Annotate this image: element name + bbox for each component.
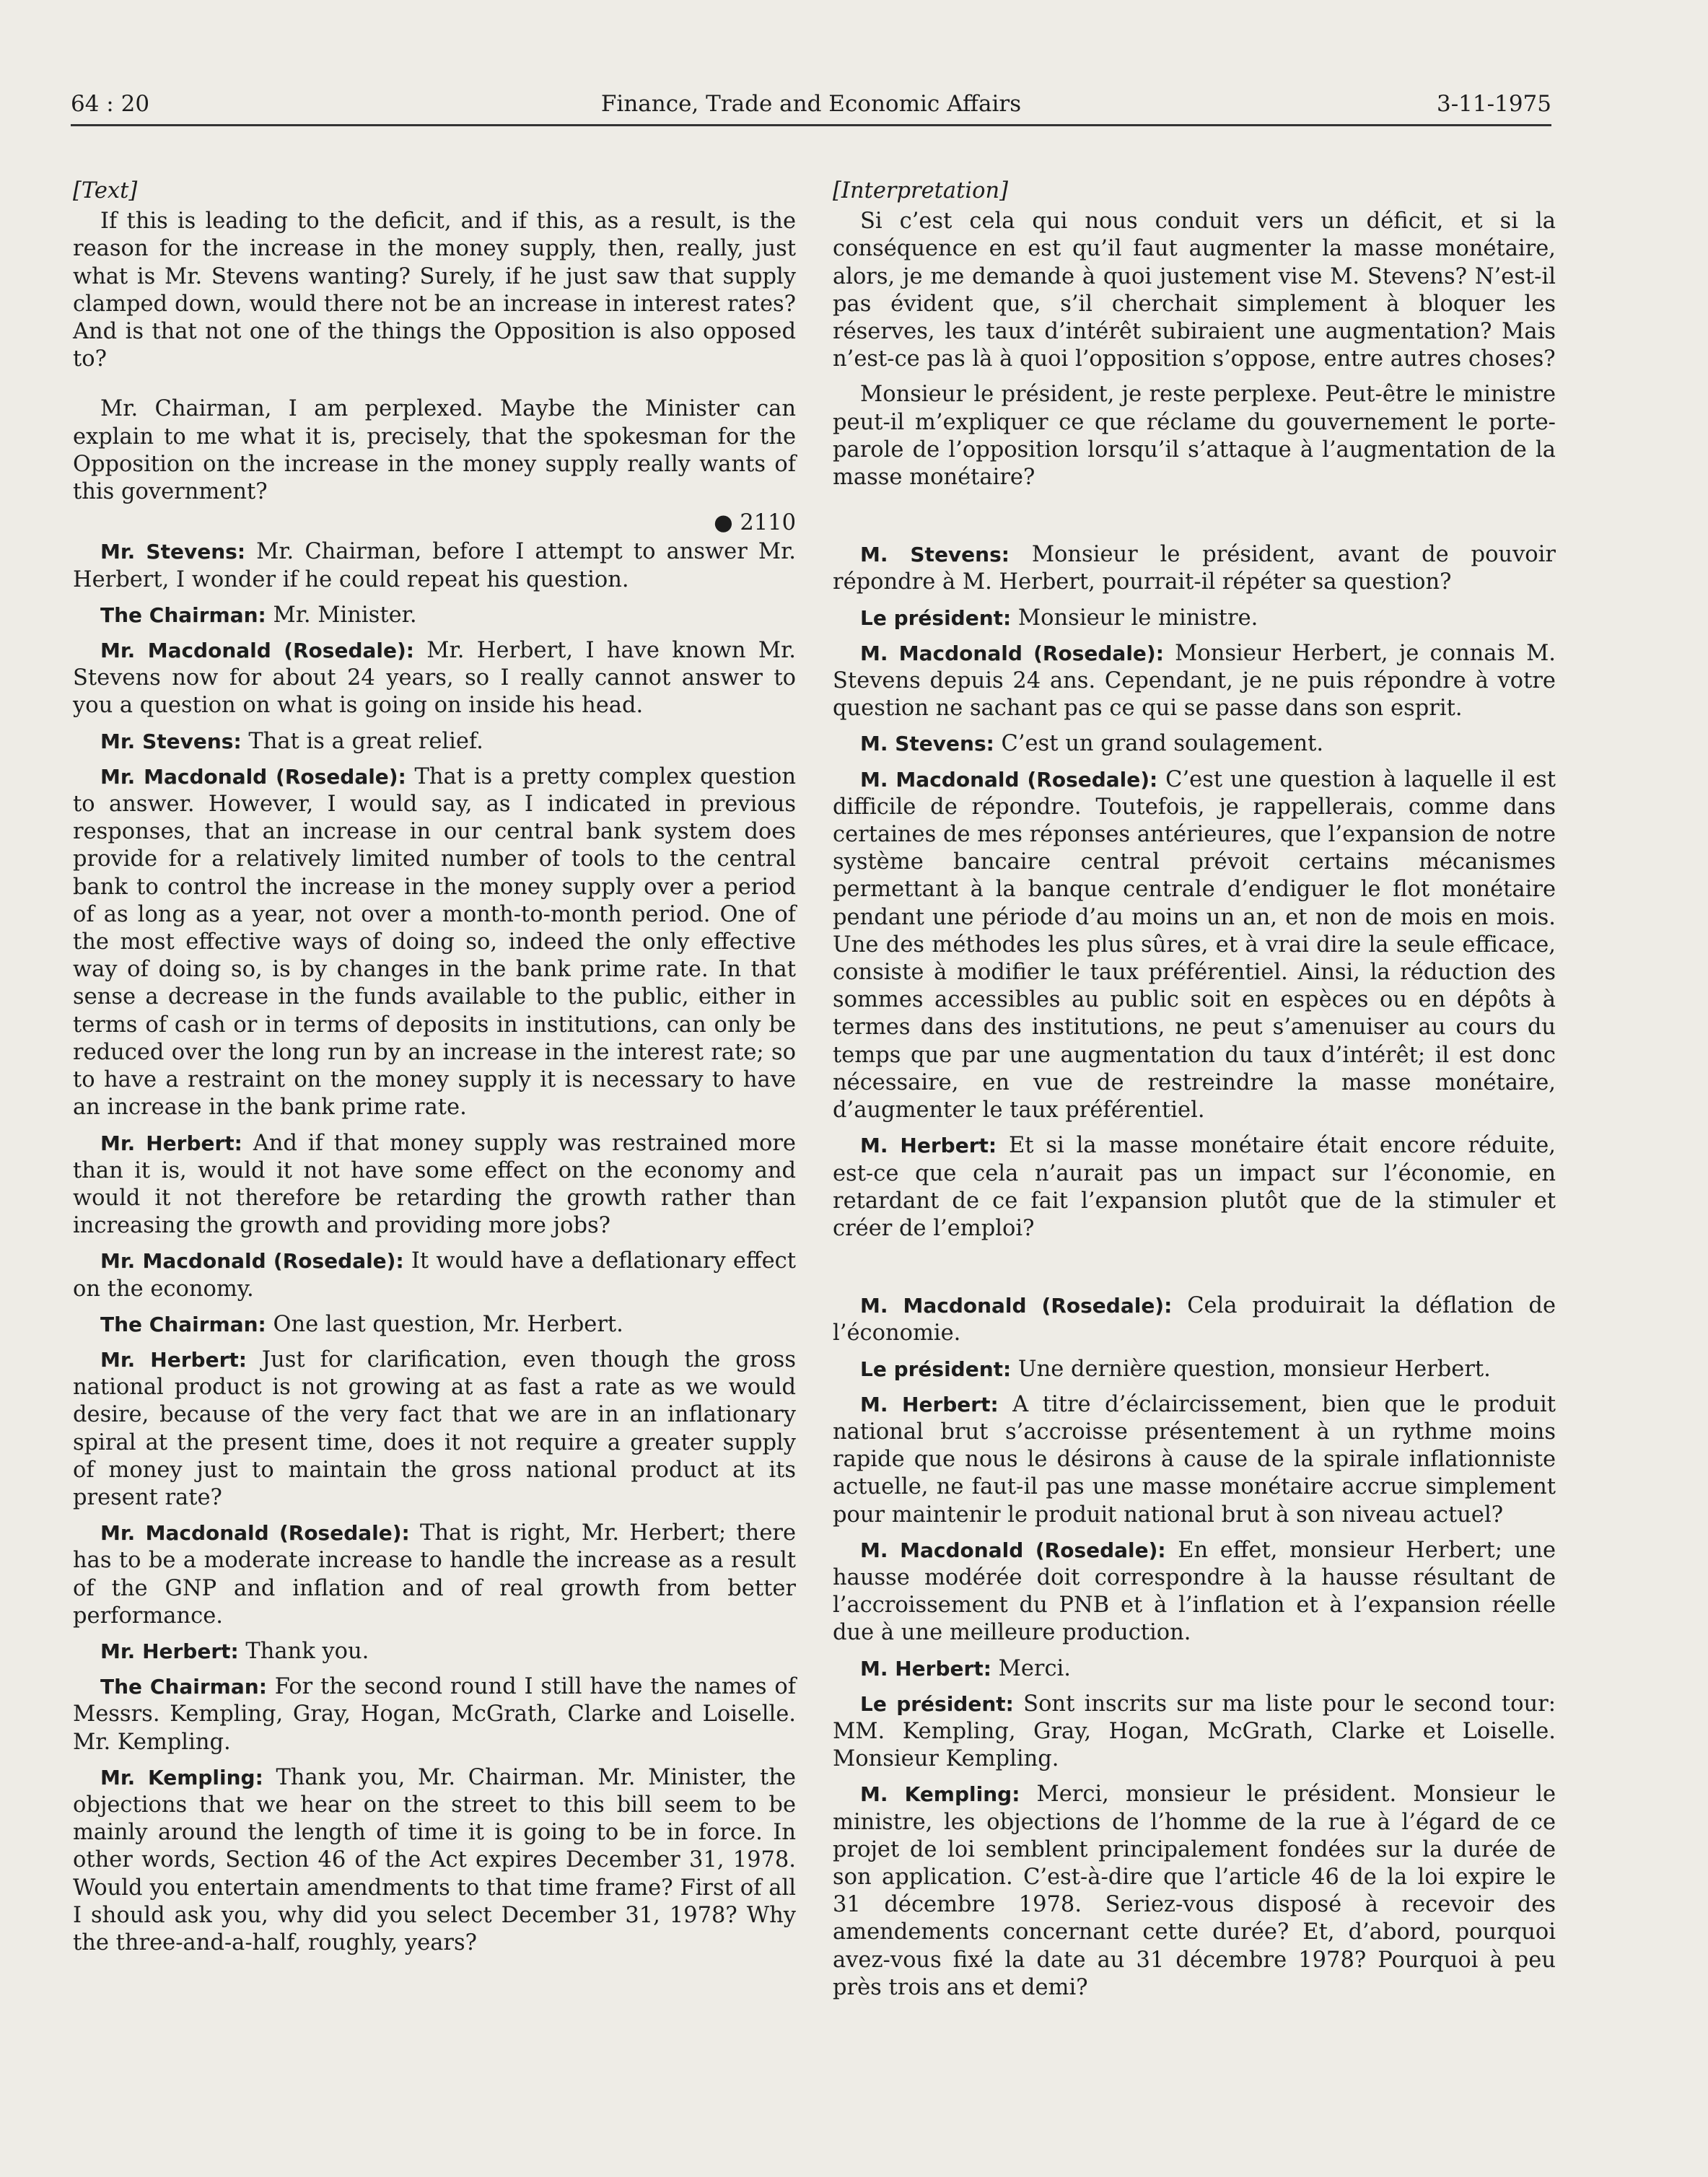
french-paragraph	[833, 1356, 1556, 1383]
speaker-name: M. Macdonald (Rosedale):	[860, 641, 1164, 665]
time-marker: ● 2110	[714, 510, 796, 536]
speaker-name: M. Stevens:	[860, 543, 1010, 567]
speaker-name: Mr. Macdonald (Rosedale):	[100, 764, 406, 789]
french-paragraph	[833, 1781, 1556, 2002]
speech-text: Et si la masse monétaire était encore réduite, est-ce que cela n’aurait pas un impact sur l’économie, en retardant de ce fait l’expansion plutôt que de la stimuler et créer de l’emploi?	[833, 1133, 1556, 1241]
publication-date: 3-11-1975	[1436, 91, 1551, 117]
speech-text: And if that money supply was restrained more than it is, would it not have some effect on the economy and would it not therefore be retarding the growth rather than increasing the growth and providing more jobs?	[73, 1130, 796, 1239]
speech-text: That is right, Mr. Herbert; there has to be a moderate increase to handle the increase as a result of the GNP and inflation and of real growth from better performance.	[73, 1520, 797, 1629]
english-paragraph	[73, 763, 796, 1122]
speech-text: Mr. Herbert, I have known Mr. Stevens now for about 24 years, so I really cannot answer to you a question on what is going on inside his head.	[73, 638, 796, 719]
speech-text: Mr. Chairman, before I attempt to answer Mr. Herbert, I wonder if he could repeat his question.	[73, 539, 797, 592]
french-paragraph	[833, 730, 1556, 758]
english-paragraph	[73, 1130, 796, 1240]
speech-text: C’est un grand soulagement.	[994, 731, 1324, 757]
speaker-name: The Chairman:	[100, 1312, 266, 1336]
speech-text: That is a pretty complex question to answer. However, I would say, as I indicated in previous responses, that an increase in our central bank system does provide for a relatively limited number of tools to the central bank to control the increase in the money supply over a period of as long as a year, not over a month-to-month period. One of the most effective ways of doing so, indeed the only effective way of doing so, is by changes in the bank prime rate. In that sense a decrease in the funds available to the public, either in terms of cash or in terms of deposits in institutions, can only be reduced over the long run by an increase in the interest rate; so to have a restraint on the money supply it is necessary to have an increase in the bank prime rate.	[73, 763, 796, 1121]
english-paragraph	[73, 538, 796, 593]
speaker-name: Mr. Herbert:	[100, 1347, 247, 1372]
speech-text: En effet, monsieur Herbert; une hausse modérée doit correspondre à la hausse résultant de l’accroissement du PNB et à l’inflation et à l’expansion réelle due à une meilleure production.	[833, 1537, 1556, 1646]
english-paragraph	[73, 1520, 796, 1630]
speaker-name: Mr. Kempling:	[100, 1765, 263, 1790]
speaker-name: M. Macdonald (Rosedale):	[860, 1538, 1166, 1562]
speaker-name: Mr. Herbert:	[100, 1131, 242, 1155]
speaker-name: The Chairman:	[100, 603, 266, 627]
speaker-name: Mr. Macdonald (Rosedale):	[100, 1249, 404, 1274]
french-paragraph	[833, 541, 1556, 596]
english-paragraph: If this is leading to the deficit, and if this, as a result, is the reason for the increase in the money supply, then, really, just what is Mr. Stevens wanting? Surely, if he just saw that supply clamped down, would there not be an increase in interest rates? And is that not one of the things the Opposition is also opposed to?	[73, 209, 796, 372]
speech-text: That is a great relief.	[241, 728, 483, 754]
french-label: [Interpretation]	[833, 178, 1008, 203]
speaker-name: M. Kempling:	[860, 1782, 1020, 1807]
french-paragraph	[833, 1537, 1556, 1647]
speaker-name: Le président:	[860, 605, 1012, 630]
speaker-name: M. Herbert:	[860, 1134, 997, 1158]
french-paragraph	[833, 605, 1556, 632]
speech-text: Just for clarification, even though the gross national product is not growing at as fast a rate as we would desire, because of the very fact that we are in an inflationary spiral at the present time, does it not require a greater supply of money just to maintain the gross national product at its present rate?	[73, 1346, 796, 1510]
french-paragraph	[833, 1655, 1556, 1683]
speaker-name: Mr. Stevens:	[100, 729, 242, 753]
french-paragraph	[833, 1691, 1556, 1774]
speaker-name: Mr. Macdonald (Rosedale):	[100, 1521, 410, 1546]
english-paragraph	[73, 1764, 796, 1957]
french-paragraph	[833, 1292, 1556, 1347]
speaker-name: The Chairman:	[100, 1675, 267, 1699]
english-paragraph	[73, 1346, 796, 1512]
speech-text: Thank you, Mr. Chairman. Mr. Minister, the objections that we hear on the street to this bill seem to be mainly around the length of time it is going to be in force. In other words, Section 46 of the Act expires December 31, 1978. Would you entertain amendments to that time frame? First of all I should ask you, why did you select December 31, 1978? Why the three-and-a-half, roughly, years?	[73, 1764, 796, 1955]
english-paragraph	[73, 1248, 796, 1302]
english-paragraph	[73, 602, 796, 629]
speech-text: One last question, Mr. Herbert.	[266, 1311, 623, 1337]
speaker-name: M. Macdonald (Rosedale):	[860, 1294, 1173, 1318]
publication-title: Finance, Trade and Economic Affairs	[600, 91, 1022, 117]
english-column	[73, 178, 796, 1965]
speaker-name: Le président:	[860, 1691, 1014, 1716]
english-label: [Text]	[73, 178, 138, 203]
english-paragraph	[73, 637, 796, 720]
speaker-name: M. Herbert:	[860, 1656, 991, 1681]
speaker-name: Mr. Macdonald (Rosedale):	[100, 639, 414, 663]
speaker-name: M. Macdonald (Rosedale):	[860, 767, 1158, 792]
speech-text: Monsieur Herbert, je connais M. Stevens depuis 24 ans. Cependant, je ne puis répondre à votre question ne sachant pas ce qui se passe dans son esprit.	[833, 640, 1556, 722]
speaker-name: Mr. Herbert:	[100, 1639, 239, 1663]
speech-text: Merci.	[991, 1655, 1071, 1681]
french-paragraph: Si c’est cela qui nous conduit vers un déficit, et si la conséquence en est qu’il faut augmenter la masse monétaire, alors, je me demande à quoi justement vise M. Stevens? N’est-il pas évident que, s’il cherchait simplement à bloquer les réserves, les taux d’intérêt subiraient une augmentation? Mais n’est-ce pas là à quoi l’opposition s’oppose, entre autres choses?	[833, 209, 1556, 372]
speech-text: Une dernière question, monsieur Herbert.	[1011, 1356, 1491, 1382]
speaker-name: Mr. Stevens:	[100, 540, 246, 564]
speech-text: Mr. Minister.	[266, 602, 417, 628]
french-column	[833, 178, 1556, 2010]
speech-text: Thank you.	[238, 1638, 369, 1664]
french-paragraph	[833, 640, 1556, 723]
speaker-name: M. Stevens:	[860, 732, 994, 756]
french-paragraph	[833, 1132, 1556, 1243]
english-paragraph	[73, 728, 796, 755]
french-paragraph	[833, 1391, 1556, 1529]
english-paragraph	[73, 1311, 796, 1339]
french-paragraph: Monsieur le président, je reste perplexe. Peut-être le ministre peut-il m’expliquer ce que réclame du gouvernement le porte-parole de l’opposition lorsqu’il s’attaque à l’augmentation de la masse monétaire?	[833, 382, 1556, 491]
speech-text: A titre d’éclaircissement, bien que le produit national brut s’accroisse présentement à un rythme moins rapide que nous le désirons à cause de la spirale inflationniste actuelle, ne faut-il pas une masse monétaire accrue simplement pour maintenir le produit national brut à son niveau actuel?	[833, 1391, 1556, 1528]
speech-text: C’est une question à laquelle il est difficile de répondre. Toutefois, je rappellerais, comme dans certaines de mes réponses antérieures, que l’expansion de notre système bancaire central prévoit certains mécanismes permettant à la banque centrale d’endiguer le flot monétaire pendant une période d’au moins un an, et non de mois en mois. Une des méthodes les plus sûres, et à vrai dire la seule efficace, consiste à modifier le taux préférentiel. Ainsi, la réduction des sommes accessibles au public soit en espèces ou en dépôts à termes dans des institutions, ne peut s’amenuiser au cours du temps que par une augmentation du taux d’intérêt; il est donc nécessaire, en vue de restreindre la masse monétaire, d’augmenter le taux préférentiel.	[833, 766, 1556, 1123]
speaker-name: M. Herbert:	[860, 1392, 999, 1416]
english-paragraph	[73, 1638, 796, 1665]
speech-text: Sont inscrits sur ma liste pour le second tour: MM. Kempling, Gray, Hogan, McGrath, Clarke et Loiselle. Monsieur Kempling.	[833, 1691, 1556, 1772]
speech-text: It would have a deflationary effect on the economy.	[73, 1248, 796, 1302]
speech-text: Monsieur le président, avant de pouvoir répondre à M. Herbert, pourrait-il répéter sa question?	[833, 542, 1556, 595]
speech-text: Monsieur le ministre.	[1011, 605, 1258, 631]
english-paragraph: Mr. Chairman, I am perplexed. Maybe the Minister can explain to me what it is, precisely, that the spokesman for the Opposition on the increase in the money supply really wants of this government?	[73, 396, 796, 505]
page-number: 64 : 20	[71, 91, 150, 117]
french-paragraph	[833, 766, 1556, 1125]
speech-text: Merci, monsieur le président. Monsieur le ministre, les objections de l’homme de la rue à l’égard de ce projet de loi semblent principalement fondées sur la durée de son application. C’est-à-dire que l’article 46 de la loi expire le 31 décembre 1978. Seriez-vous disposé à recevoir des amendements concernant cette durée? Et, d’abord, pourquoi avez-vous fixé la date au 31 décembre 1978? Pourquoi à peu près trois ans et demi?	[833, 1782, 1556, 2000]
speaker-name: Le président:	[860, 1357, 1012, 1381]
english-paragraph	[73, 1673, 796, 1756]
speech-text: For the second round I still have the names of Messrs. Kempling, Gray, Hogan, McGrath, Clarke and Loiselle. Mr. Kempling.	[73, 1674, 796, 1755]
page-header	[71, 89, 1551, 126]
speech-text: Cela produirait la déflation de l’économie.	[833, 1293, 1556, 1346]
